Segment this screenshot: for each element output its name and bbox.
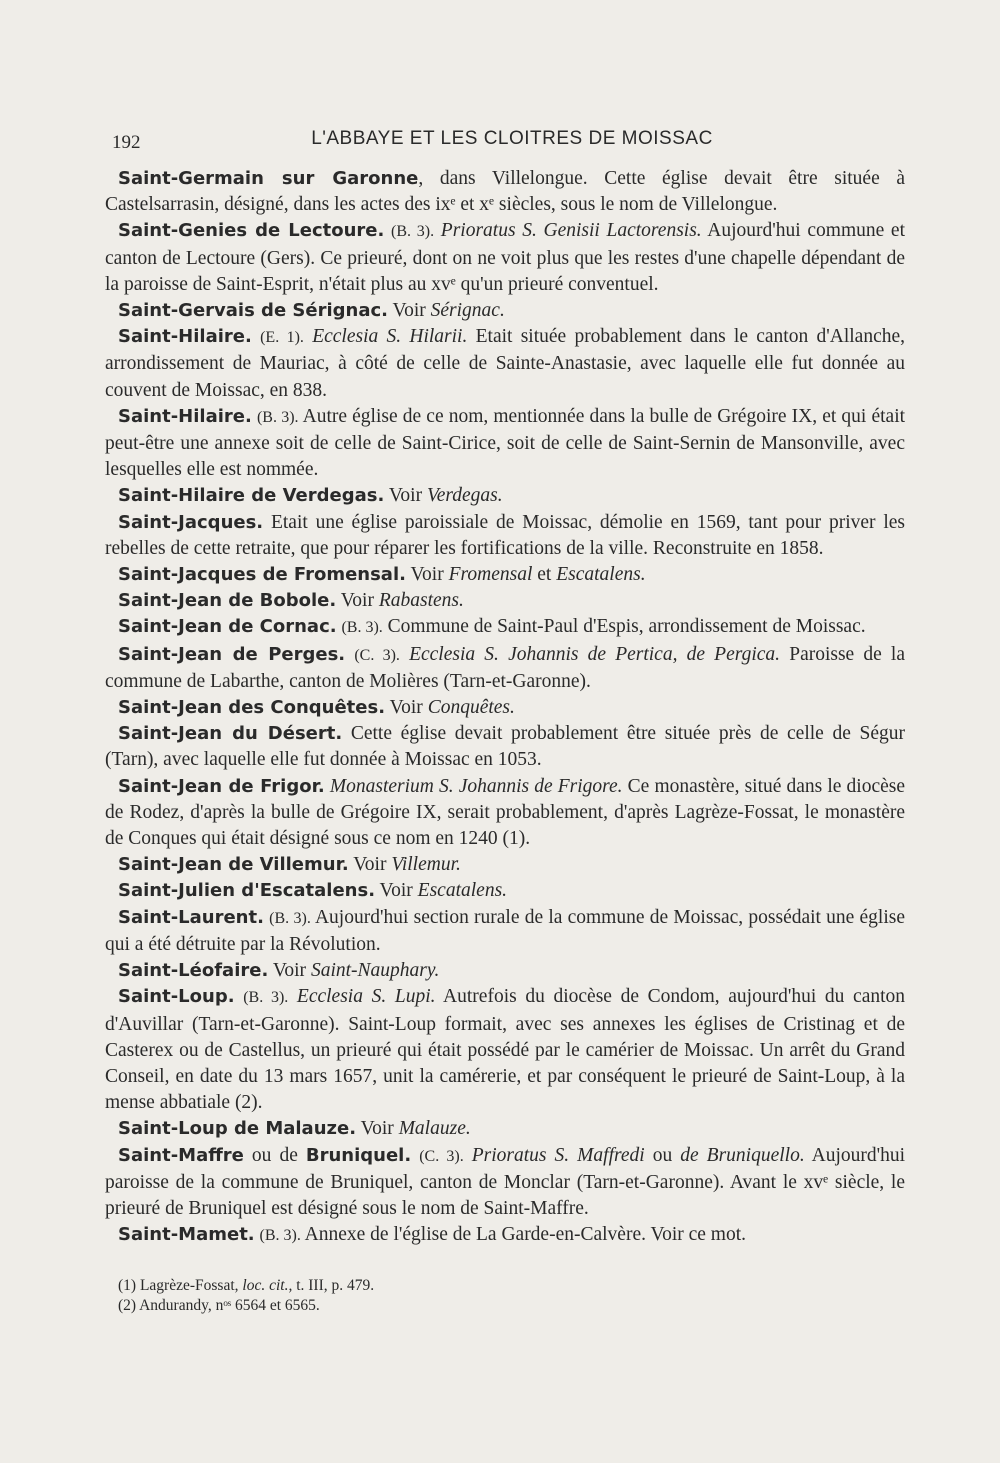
text-run [384,220,391,241]
italic-text: Conquêtes. [427,697,515,719]
dictionary-entry [105,324,905,404]
headword: Saint-Léofaire. [118,960,269,982]
text-run: Aujourd'hui section rurale de la commune de Moissac, possédait une église qui a été détruite par la Révolution. [105,906,906,955]
italic-text: Sérignac. [430,300,505,322]
italic-text: Prioratus S. Genisii Lactorensis. [440,220,702,242]
text-run: Autre église de ce nom, mentionnée dans la bulle de Grégoire IX, et qui était peut-être une annexe soit de celle de Saint-Cirice, soit de celle de Saint-Sernin de Mansonville, avec lesquelles elle est nommée. [105,405,906,481]
text-run [434,220,441,241]
reference: (B. 3). [243,989,289,1007]
text-run: et [532,564,557,586]
italic-text: Ecclesia S. Johannis de Pertica, de Pergica. [409,643,781,665]
reference: (B. 3). [259,1227,301,1245]
footnote [118,1296,818,1316]
dictionary-entry [105,721,905,773]
headword: Saint-Julien d'Escatalens. [118,880,376,902]
italic-text: Malauze. [398,1118,471,1140]
dictionary-entry [105,166,905,218]
text-run [304,326,312,347]
dictionary-entry [105,404,905,484]
italic-text: Escatalens. [417,880,508,902]
text-run: Voir [375,880,418,902]
text-run [288,986,297,1007]
text-run [411,1145,419,1166]
headword: Saint-Maffre [118,1144,244,1166]
headword: Saint-Jean de Cornac. [118,616,337,638]
footnotes [118,1276,818,1316]
text-run: Voir [384,485,427,507]
dictionary-entry [105,510,905,562]
text-run: Aujourd'hui commune et canton de Lectoure (Gers). Ce prieuré, dont on ne voit plus que les restes d'une chapelle dépendant de la paroisse de Saint-Esprit, n'était plus au xvᵉ qu'un prieuré conventuel. [105,220,906,295]
text-run: Etait une église paroissiale de Moissac, démolie en 1569, tant pour priver les rebelles de cette retraite, que pour réparer les fortifications de la ville. Reconstruite en 1858. [105,511,905,559]
text-run: Commune de Saint-Paul d'Espis, arrondissement de Moissac. [382,616,866,638]
dictionary-entry [105,562,905,588]
headword: Saint-Hilaire de Verdegas. [118,485,385,507]
text-run: (2) Andurandy, nᵒˢ 6564 et 6565. [118,1297,320,1314]
italic-text: Ecclesia S. Lupi. [296,986,436,1008]
text-run: t. III, p. 479. [292,1277,375,1294]
text-run: Voir [385,697,428,719]
reference: (C. 3). [419,1147,464,1165]
dictionary-entry [105,218,905,298]
text-run: Voir [336,590,379,612]
dictionary-entry [105,483,905,509]
italic-text: loc. cit., [242,1277,293,1294]
italic-text: Escatalens. [556,564,646,586]
dictionary-entry [105,905,905,958]
headword: Saint-Jean des Conquêtes. [118,697,386,719]
dictionary-entry [105,878,905,904]
italic-text: Fromensal [448,564,533,586]
page-number: 192 [112,132,141,153]
headword: Saint-Laurent. [118,906,264,928]
text-run [345,644,354,665]
reference: (B. 3). [256,408,299,426]
reference: (B. 3). [391,223,435,241]
text-run: Voir [356,1118,399,1140]
text-run: Paroisse de la commune de Labarthe, canton de Molières (Tarn-et-Garonne). [105,643,905,692]
italic-text: Saint-Nauphary. [310,960,440,982]
text-run: ou de [243,1144,306,1166]
text-run: , dans Villelongue. Cette église devait être située à Castelsarrasin, désigné, dans les actes des ixᵉ et xᵉ siècles, sous le nom de Villelongue. [105,168,905,216]
text-run: Autrefois du diocèse de Condom, aujourd'hui du canton d'Auvillar (Tarn-et-Garonne). Saint-Loup formait, avec ses annexes les églises de Cristinag et de Casterex ou de Castellus, un prieuré qui était possédé par le camérier de Moissac. Un arrêt du Grand Conseil, en date du 13 mars 1657, unit la camérerie, et par conséquent le prieuré de Saint-Loup, à la mense abbatiale (2). [105,986,906,1114]
text-run [235,986,244,1007]
text-run: ou [644,1144,681,1166]
text-run: Aujourd'hui paroisse de la commune de Bruniquel, canton de Monclar (Tarn-et-Garonne). Avant le xvᵉ siècle, le prieuré de Bruniquel est désigné sous le nom de Saint-Maffre. [105,1144,906,1219]
text-run: (1) Lagrèze-Fossat, [118,1277,243,1294]
page-header [112,128,912,158]
text-run: Cette église devait probablement être située près de celle de Ségur (Tarn), avec laquelle elle fut donnée à Moissac en 1053. [105,723,905,771]
italic-text: Ecclesia S. Hilarii. [312,326,468,348]
footnote [118,1276,818,1296]
headword: Saint-Jacques de Fromensal. [118,564,406,586]
dictionary-entry [105,1116,905,1142]
text-run: Etait située probablement dans le canton d'Allanche, arrondissement de Mauriac, à côté de celle de Sainte-Anastasie, avec laquelle elle fut donnée au couvent de Moissac, en 838. [105,326,906,401]
dictionary-entry [105,852,905,878]
headword: Saint-Jean de Perges. [118,643,346,665]
italic-text: Villemur. [391,854,461,876]
headword: Saint-Hilaire. [118,326,252,348]
dictionary-entry [105,984,905,1116]
text-run: Voir [268,960,311,982]
headword: Saint-Loup de Malauze. [118,1118,357,1140]
body-text [105,166,905,1249]
headword: Bruniquel. [305,1144,412,1166]
headword: Saint-Loup. [118,986,235,1008]
dictionary-entry [105,588,905,614]
dictionary-entry [105,298,905,324]
text-run: Ce monastère, situé dans le diocèse de Rodez, d'après la bulle de Grégoire IX, serait probablement, d'après Lagrèze-Fossat, le monastère de Conques qui était désigné sous ce nom en 1240 (1). [105,775,906,850]
headword: Saint-Jean de Frigor. [118,775,325,797]
headword: Saint-Gervais de Sérignac. [118,300,388,322]
reference: (B. 3). [269,909,311,927]
italic-text: de Bruniquello. [680,1144,805,1166]
headword: Saint-Hilaire. [118,405,252,427]
text-run: Voir [405,564,449,586]
dictionary-entry [105,1222,905,1249]
text-run [400,644,409,665]
headword: Saint-Germain sur Garonne [118,168,419,189]
text-run: Voir [348,854,392,876]
dictionary-entry [105,774,905,853]
dictionary-entry [105,1143,905,1223]
headword: Saint-Jean de Villemur. [118,854,349,876]
italic-text: Verdegas. [426,485,503,507]
text-run [252,326,260,347]
reference: (E. 1). [260,329,304,347]
headword: Saint-Jean du Désert. [118,723,343,745]
italic-text: Monasterium S. Johannis de Frigore. [329,775,623,797]
text-run: Voir [388,300,431,322]
dictionary-entry [105,614,905,641]
dictionary-entry [105,642,905,695]
dictionary-entry [105,958,905,984]
headword: Saint-Genies de Lectoure. [118,220,385,242]
dictionary-entry [105,695,905,721]
reference: (C. 3). [354,646,400,664]
headword: Saint-Mamet. [118,1224,255,1246]
italic-text: Prioratus S. Maffredi [471,1144,645,1166]
running-title: L'ABBAYE ET LES CLOITRES DE MOISSAC [311,128,713,149]
headword: Saint-Jacques. [118,511,264,533]
reference: (B. 3). [341,619,383,637]
text-run [464,1145,472,1166]
headword: Saint-Jean de Bobole. [118,590,337,612]
italic-text: Rabastens. [378,590,464,612]
text-run: Annexe de l'église de La Garde-en-Calvère. Voir ce mot. [300,1224,747,1246]
